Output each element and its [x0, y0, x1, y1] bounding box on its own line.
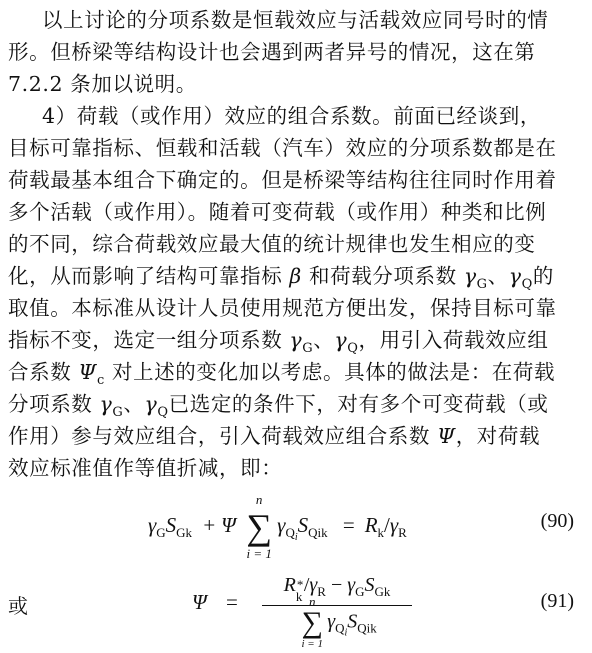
symbol-gamma: γ	[289, 328, 303, 352]
symbol-gamma: γ	[463, 264, 477, 288]
text-line: 4）荷载（或作用）效应的组合系数。前面已经谈到，	[42, 104, 541, 128]
operator-minus: −	[330, 574, 343, 596]
subscript: k	[295, 589, 303, 604]
sum-lower-limit: i = 1	[246, 546, 272, 561]
subscript: i	[294, 531, 298, 543]
text-line: 以上讨论的分项系数是恒载效应与活载效应同号时的情	[42, 8, 549, 32]
text-line: 多个活载（或作用）。随着可变荷载（或作用）种类和比例	[8, 200, 547, 224]
symbol-psi: Ψ	[192, 590, 207, 614]
text-run: 合系数	[8, 360, 79, 384]
subscript: G	[355, 584, 365, 599]
summation	[241, 492, 277, 561]
symbol-gamma: γ	[327, 610, 336, 633]
symbol-gamma: γ	[99, 392, 113, 416]
sum-upper-limit: n	[308, 594, 316, 609]
summation	[297, 594, 327, 650]
symbol-gamma: γ	[334, 328, 348, 352]
superscript: *	[296, 577, 304, 592]
subscript: Q	[157, 405, 169, 420]
sum-upper-limit: n	[255, 492, 263, 507]
text-line: 荷载最基本组合下确定的。但是桥梁等结构往往同时作用着	[8, 168, 557, 192]
symbol-gamma: γ	[389, 512, 399, 537]
symbol-gamma: γ	[347, 574, 356, 596]
symbol-psi: Ψ	[78, 360, 97, 384]
text-run: 、	[487, 264, 509, 288]
operator-slash: /	[303, 574, 310, 596]
symbol-psi: Ψ	[437, 424, 456, 448]
subscript: R	[398, 524, 407, 540]
text-run: 分项系数	[8, 392, 100, 416]
subscript: Q	[335, 620, 345, 636]
subscript: G	[476, 277, 488, 292]
subscript: k	[377, 524, 385, 540]
equation-number: (90)	[540, 510, 574, 532]
subscript: Qik	[357, 620, 377, 636]
subscript: Gk	[176, 524, 193, 540]
sum-lower-limit: i = 1	[301, 638, 323, 650]
text-run: ，用引入荷载效应组	[358, 328, 549, 352]
subscript: Q	[347, 341, 359, 356]
text-run: 对上述的变化加以考虑。具体的做法是：在荷载	[104, 360, 556, 384]
subscript: G	[156, 524, 166, 540]
symbol-s: S	[364, 574, 375, 596]
symbol-gamma: γ	[148, 512, 157, 537]
symbol-s: S	[165, 512, 177, 537]
symbol-gamma: γ	[508, 264, 522, 288]
sum-symbol: ∑	[301, 606, 323, 639]
text-line: 的不同，综合荷载效应最大值的统计规律也发生相应的变	[8, 232, 536, 256]
subscript: c	[97, 373, 105, 388]
text-run: 作用）参与效应组合，引入荷载效应组合系数	[8, 424, 438, 448]
subscript: Gk	[374, 584, 391, 599]
text-line: 取值。本标准从设计人员使用规范方便出发，保持目标可靠	[8, 296, 557, 320]
text-line: 目标可靠指标、恒载和活载（汽车）效应的分项系数都是在	[8, 136, 557, 160]
text-run: 和荷载分项系数	[301, 264, 464, 288]
text-line: 形。但桥梁等结构设计也会遇到两者异号的情况，这在第	[8, 40, 536, 64]
text-or: 或	[8, 594, 28, 618]
text-run: 的	[532, 264, 555, 288]
text-line	[8, 422, 588, 450]
symbol-beta: β	[289, 264, 302, 288]
text-line: 7.2.2 条加以说明。	[8, 72, 197, 96]
symbol-s: S	[347, 610, 358, 633]
subscript: R	[317, 584, 326, 599]
text-run: ，对荷载	[455, 424, 541, 448]
operator-equals: =	[342, 512, 355, 537]
denominator	[262, 594, 412, 650]
symbol-gamma: γ	[309, 574, 318, 596]
subscript: Qik	[308, 524, 328, 540]
numerator	[262, 574, 412, 604]
text-run: 化，从而影响了结构可靠指标	[8, 264, 290, 288]
equation-body	[148, 492, 407, 561]
symbol-s: S	[297, 512, 309, 537]
text-line: 效应标准值作等值折减，即：	[8, 456, 283, 480]
text-run: 、	[123, 392, 145, 416]
equation-91	[0, 572, 592, 652]
symbol-r: R	[283, 574, 296, 596]
symbol-r: R	[364, 512, 378, 537]
equation-90	[0, 492, 592, 561]
fraction-bar	[262, 605, 412, 606]
subscript: G	[302, 341, 314, 356]
symbol-psi: Ψ	[221, 512, 236, 537]
equation-number: (91)	[540, 590, 574, 612]
subscript: Q	[521, 277, 533, 292]
subscript: G	[112, 405, 124, 420]
operator-slash: /	[384, 512, 390, 537]
text-run: 已选定的条件下，对有多个可变荷载（或	[168, 392, 549, 416]
subscript: i	[344, 627, 348, 639]
sum-symbol: ∑	[246, 507, 272, 547]
symbol-gamma: γ	[277, 512, 286, 537]
subscript: Q	[285, 524, 295, 540]
fraction	[262, 572, 412, 652]
operator-plus: +	[203, 512, 216, 537]
text-run: 、	[313, 328, 335, 352]
text-run: 指标不变，选定一组分项系数	[8, 328, 290, 352]
symbol-gamma: γ	[144, 392, 158, 416]
operator-equals: =	[226, 590, 238, 614]
